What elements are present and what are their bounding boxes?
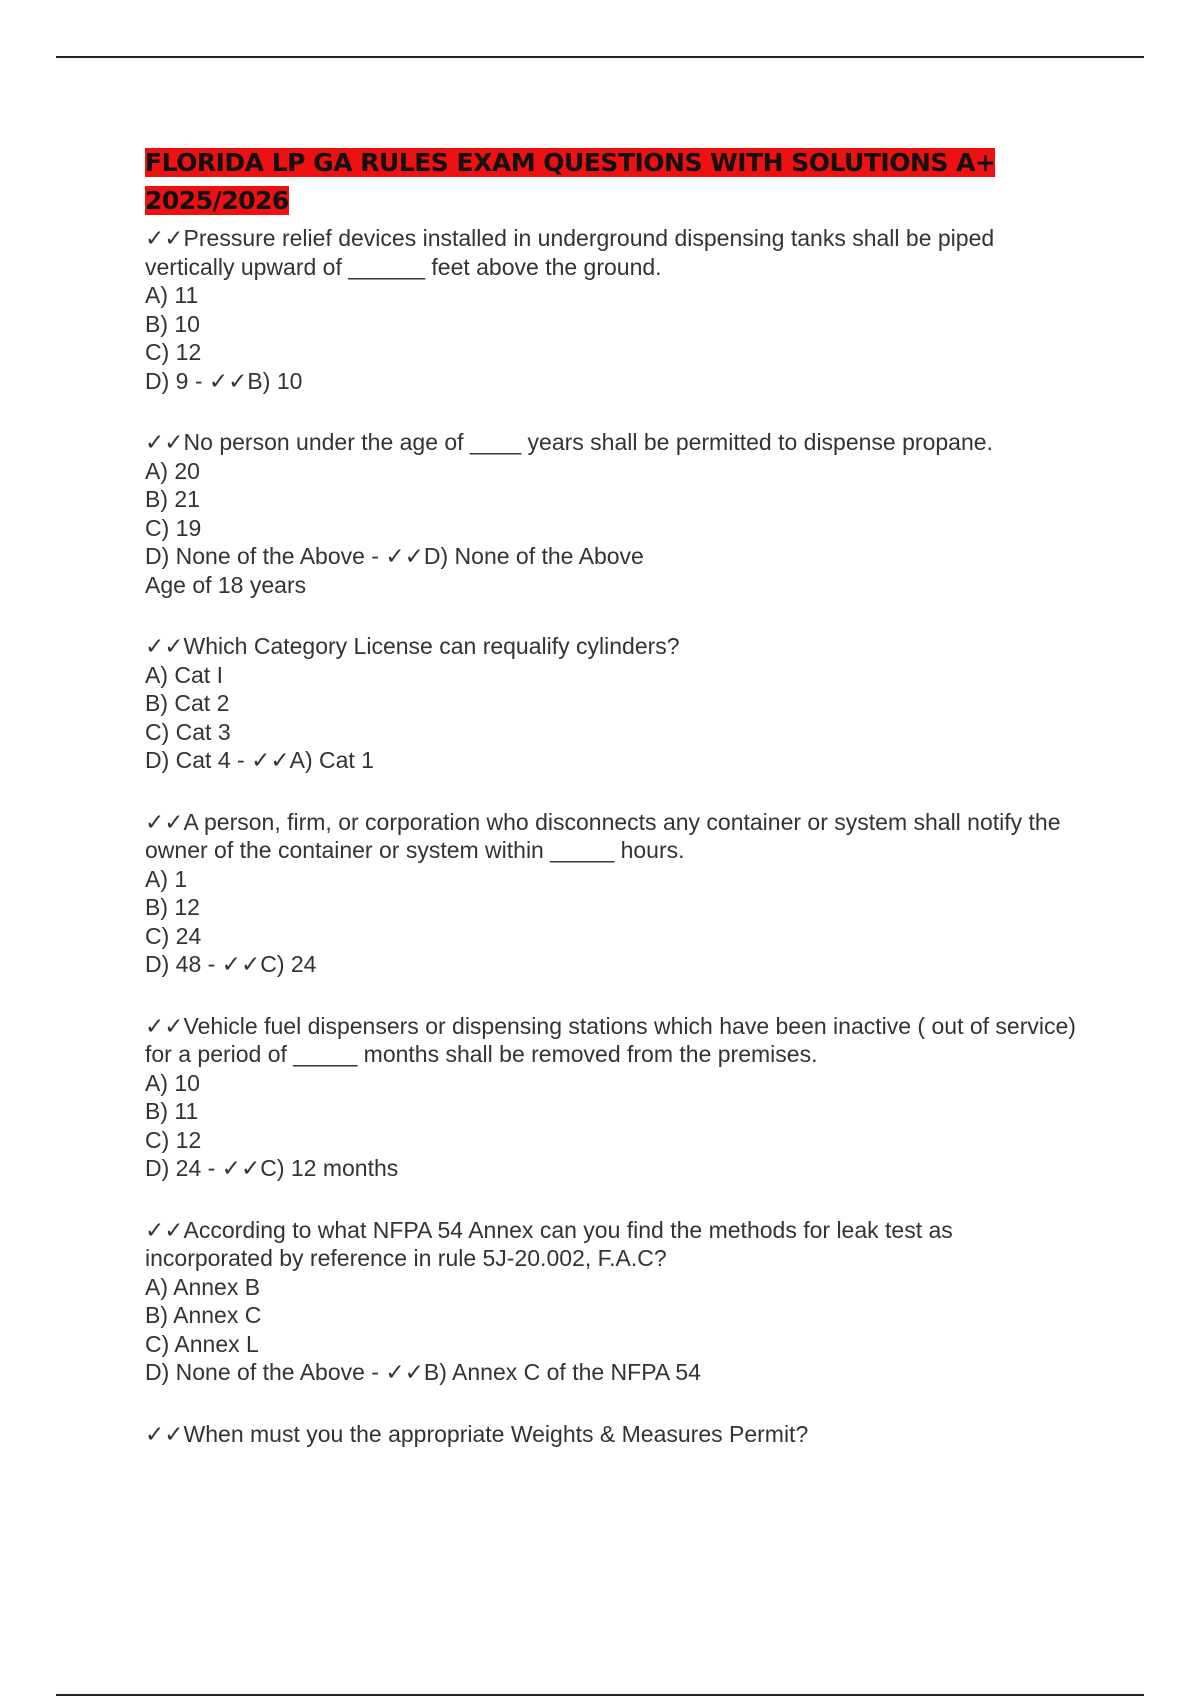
- answer-option-with-solution: D) 24 - ✓✓C) 12 months: [145, 1155, 399, 1181]
- answer-option-with-solution: D) None of the Above - ✓✓B) Annex C of the NFPA 54: [145, 1359, 701, 1385]
- question-block: [145, 1420, 1085, 1449]
- answer-option: A) 20: [145, 457, 200, 484]
- header-rule: [56, 56, 1144, 58]
- answer-option: C) 19: [145, 514, 202, 541]
- question-block: [145, 1216, 1085, 1387]
- answer-option: A) Cat I: [145, 661, 223, 688]
- question-block: [145, 632, 1085, 775]
- answer-option-with-solution: D) None of the Above - ✓✓D) None of the Above: [145, 543, 644, 569]
- answer-option: B) Annex C: [145, 1302, 262, 1328]
- answer-option: B) 21: [145, 486, 200, 512]
- answer-option: B) 11: [145, 1098, 199, 1124]
- question-block: [145, 428, 1085, 599]
- answer-option: A) Annex B: [145, 1273, 261, 1300]
- question-prompt: ✓✓Pressure relief devices installed in underground dispensing tanks shall be piped vertically upward of ______ feet above the ground.: [145, 225, 1001, 280]
- answer-option: C) 12: [145, 1126, 202, 1153]
- answer-note: Age of 18 years: [145, 571, 307, 598]
- document-title: [145, 144, 1085, 220]
- answer-option: C) Cat 3: [145, 718, 231, 745]
- answer-option-with-solution: D) 48 - ✓✓C) 24: [145, 951, 317, 977]
- document-title-highlight: FLORIDA LP GA RULES EXAM QUESTIONS WITH SOLUTIONS A+ 2025/2026: [145, 148, 996, 215]
- question-prompt: ✓✓No person under the age of ____ years shall be permitted to dispense propane.: [145, 429, 993, 455]
- question-block: [145, 808, 1085, 979]
- answer-option: A) 11: [145, 282, 199, 308]
- question-prompt: ✓✓Vehicle fuel dispensers or dispensing stations which have been inactive ( out of service) for a period of _____ months shall be removed from the premises.: [145, 1012, 1083, 1067]
- answer-option: A) 1: [145, 865, 188, 892]
- answer-option: A) 10: [145, 1069, 200, 1096]
- answer-option: B) 10: [145, 310, 200, 337]
- answer-option: B) Cat 2: [145, 690, 230, 716]
- answer-option-with-solution: D) 9 - ✓✓B) 10: [145, 367, 303, 394]
- question-prompt: ✓✓When must you the appropriate Weights & Measures Permit?: [145, 1420, 809, 1447]
- answer-option: B) 12: [145, 894, 200, 920]
- answer-option: C) 24: [145, 922, 202, 949]
- question-prompt: ✓✓According to what NFPA 54 Annex can you find the methods for leak test as incorporated by reference in rule 5J-20.002, F.A.C?: [145, 1216, 960, 1271]
- answer-option: C) Annex L: [145, 1330, 259, 1357]
- footer-rule: [56, 1694, 1144, 1696]
- question-block: [145, 1012, 1085, 1183]
- answer-option-with-solution: D) Cat 4 - ✓✓A) Cat 1: [145, 747, 374, 773]
- document-body: [145, 144, 1085, 1481]
- question-block: [145, 224, 1085, 395]
- question-prompt: ✓✓Which Category License can requalify cylinders?: [145, 633, 680, 659]
- question-prompt: ✓✓A person, firm, or corporation who disconnects any container or system shall notify the owner of the container or system within _____ hours.: [145, 808, 1067, 863]
- answer-option: C) 12: [145, 339, 202, 365]
